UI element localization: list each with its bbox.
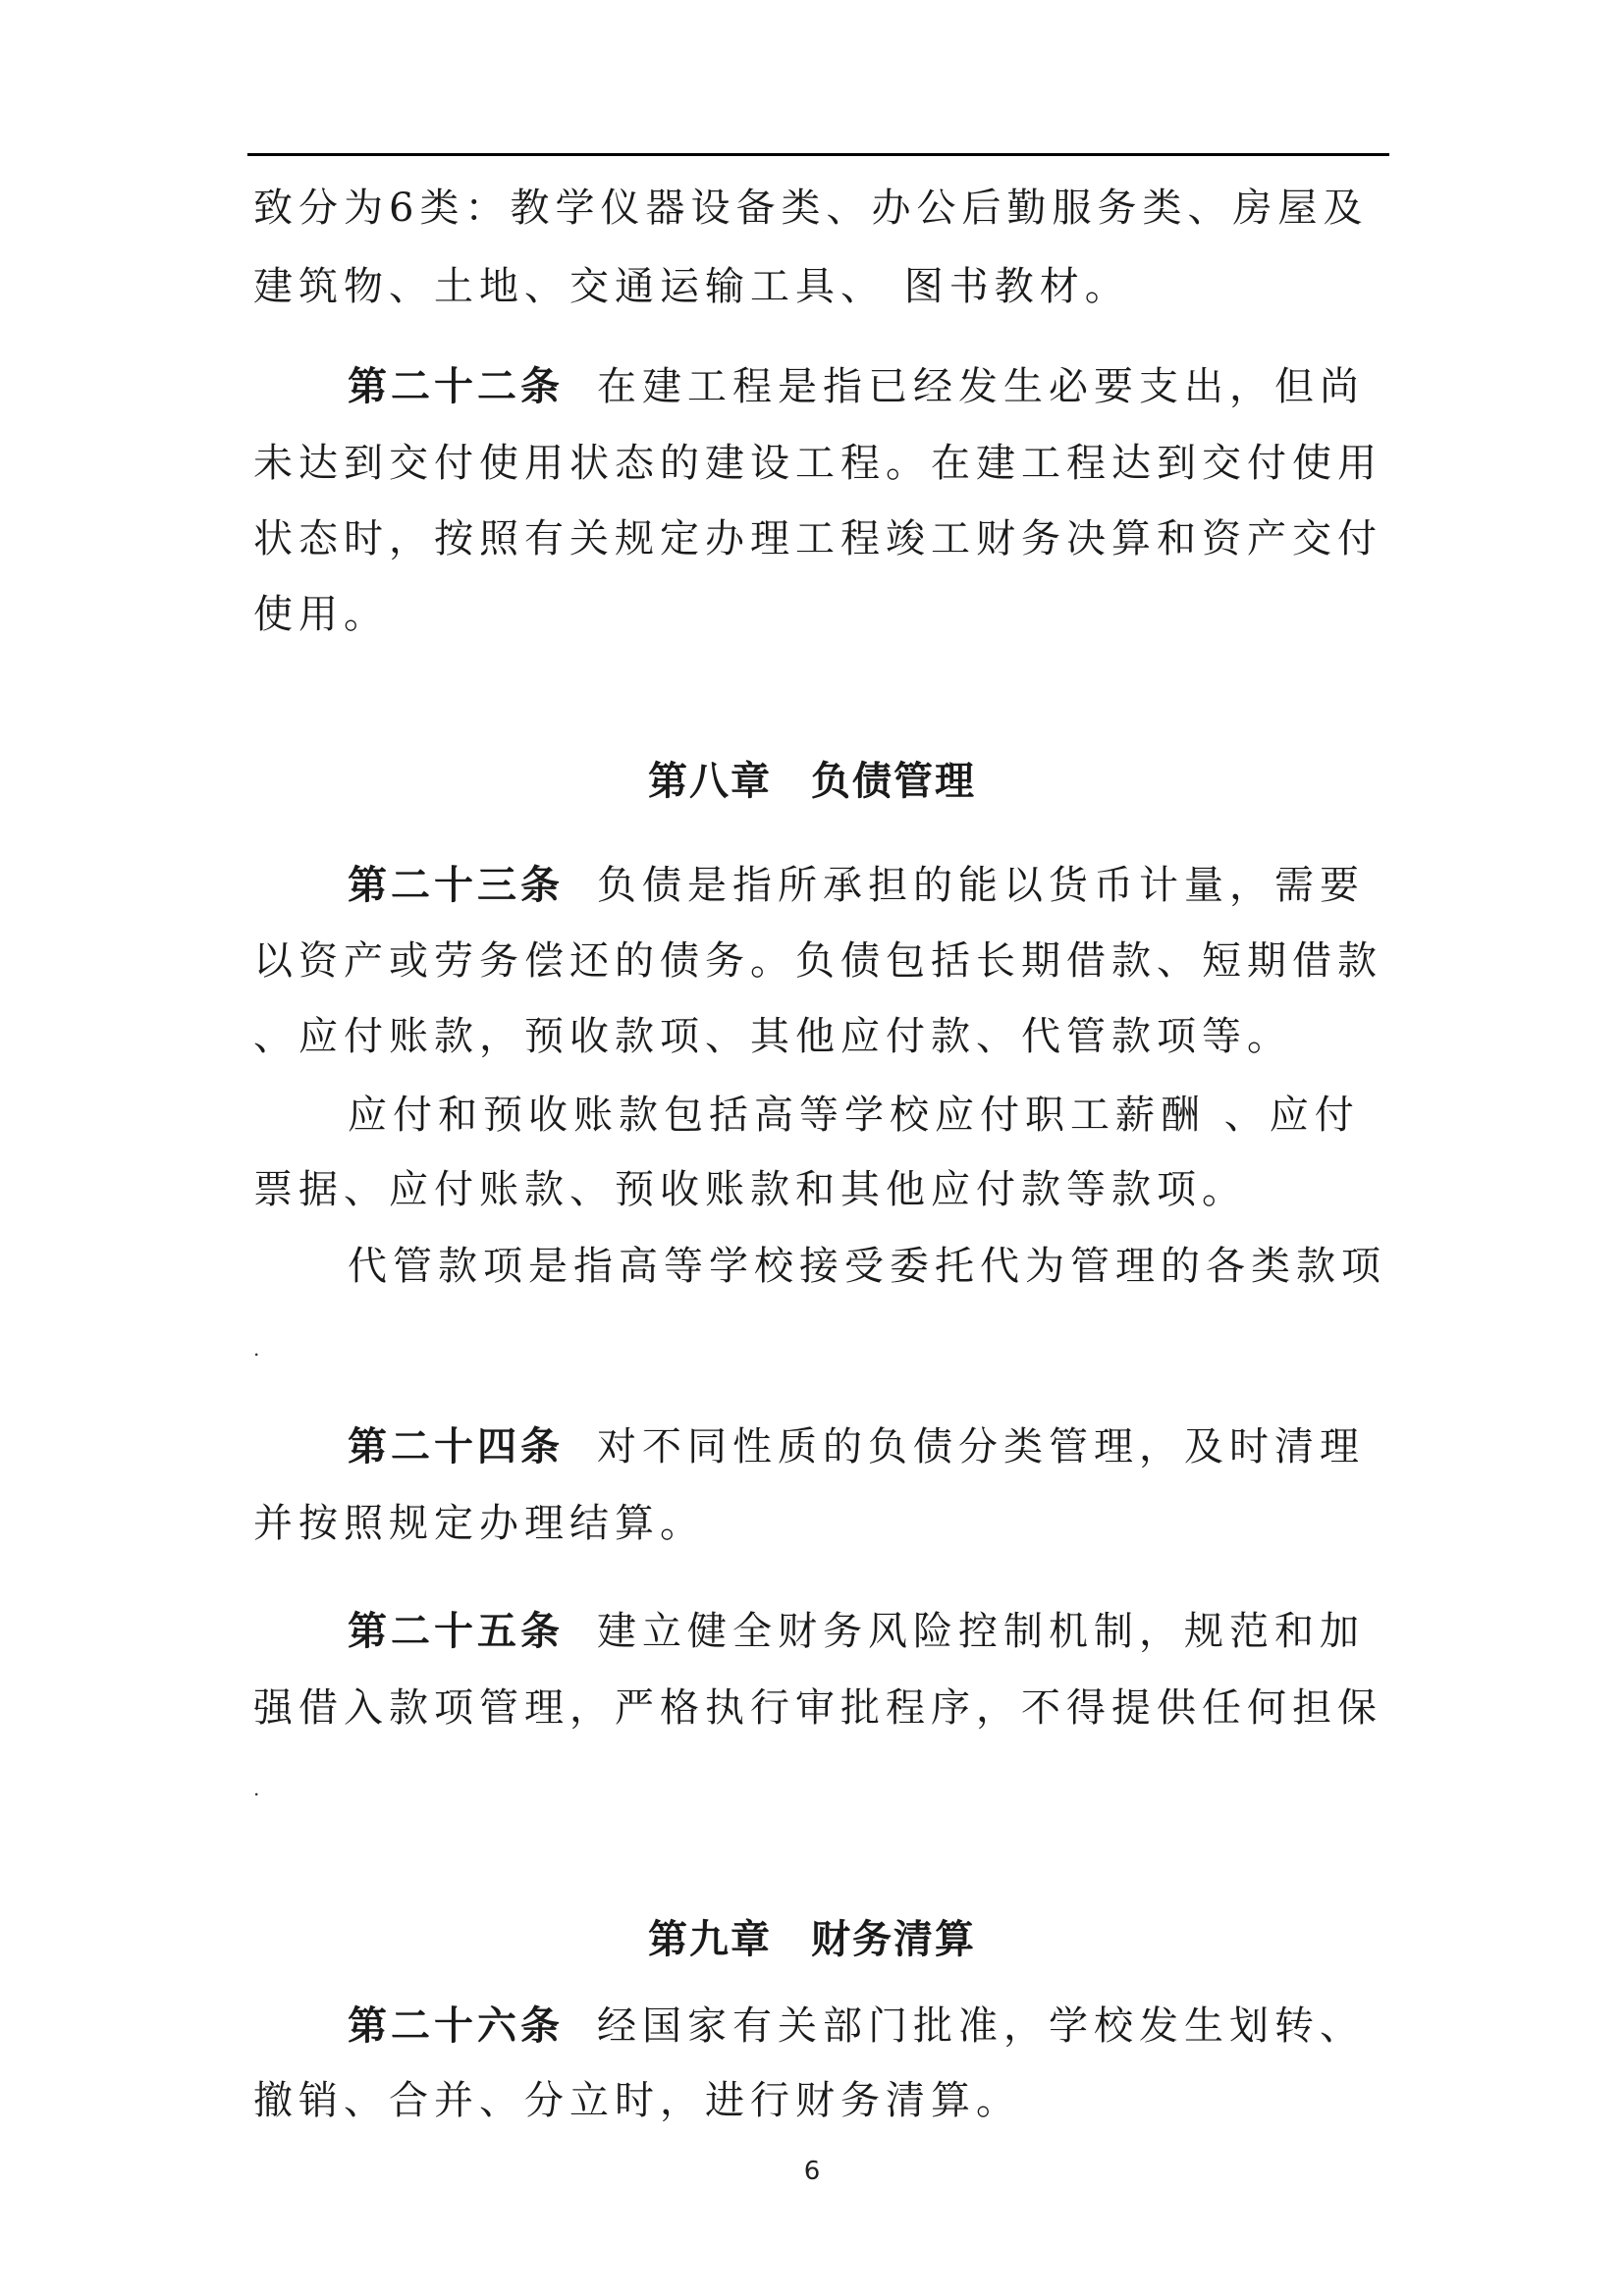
article-26-title: 第二十六条: [348, 2002, 564, 2049]
paragraph-line: 使用。: [253, 592, 389, 637]
paragraph-line: 、应付账款，预收款项、其他应付款、代管款项等。: [253, 1014, 1292, 1059]
chapter-9-number: 第九章: [648, 1917, 772, 1962]
article-25-text: 建立健全财务风险控制机制，规范和加: [597, 1609, 1365, 1654]
paragraph-line: 致分为6类：教学仪器设备类、办公后勤服务类、房屋及: [253, 186, 1369, 231]
paragraph-line: 票据、应付账款、预收账款和其他应付款等款项。: [253, 1167, 1247, 1212]
article-23-title: 第二十三条: [348, 862, 564, 908]
page-number: 6: [803, 2157, 821, 2186]
chapter-8-title: 负债管理: [811, 759, 976, 804]
paragraph-line: 应付和预收账款包括高等学校应付职工薪酬 、应付: [348, 1093, 1360, 1138]
trailing-period: .: [253, 1337, 260, 1361]
paragraph-line: 代管款项是指高等学校接受委托代为管理的各类款项: [348, 1244, 1386, 1289]
paragraph-line: 撤销、合并、分立时，进行财务清算。: [253, 2078, 1021, 2123]
article-23-text: 负债是指所承担的能以货币计量，需要: [597, 863, 1365, 908]
paragraph-line: 强借入款项管理，严格执行审批程序，不得提供任何担保: [253, 1685, 1382, 1731]
paragraph-line: 以资产或劳务偿还的债务。负债包括长期借款、短期借款: [253, 938, 1382, 984]
chapter-8-heading: [0, 754, 1624, 809]
article-24-title: 第二十四条: [348, 1423, 564, 1469]
article-26-line: [348, 1999, 1403, 2054]
article-26-text: 经国家有关部门批准，学校发生划转、: [597, 2003, 1365, 2049]
paragraph-line: 未达到交付使用状态的建设工程。在建工程达到交付使用: [253, 441, 1382, 486]
article-24-text: 对不同性质的负债分类管理，及时清理: [597, 1424, 1365, 1469]
article-25-line: [348, 1604, 1403, 1659]
paragraph-line: 建筑物、土地、交通运输工具、 图书教材。: [253, 264, 1130, 309]
chapter-9-title: 财务清算: [811, 1917, 976, 1962]
article-25-title: 第二十五条: [348, 1608, 564, 1654]
paragraph-line: 并按照规定办理结算。: [253, 1501, 705, 1546]
article-24-line: [348, 1419, 1403, 1474]
paragraph-line: 状态时，按照有关规定办理工程竣工财务决算和资产交付: [253, 516, 1382, 561]
trailing-period: .: [253, 1777, 260, 1800]
article-23-line: [348, 858, 1403, 913]
chapter-8-number: 第八章: [648, 759, 772, 804]
article-22-line: [348, 359, 1403, 414]
article-22-text: 在建工程是指已经发生必要支出，但尚: [597, 364, 1365, 409]
article-22-title: 第二十二条: [348, 363, 564, 409]
header-rule: [247, 153, 1389, 156]
chapter-9-heading: [0, 1912, 1624, 1967]
